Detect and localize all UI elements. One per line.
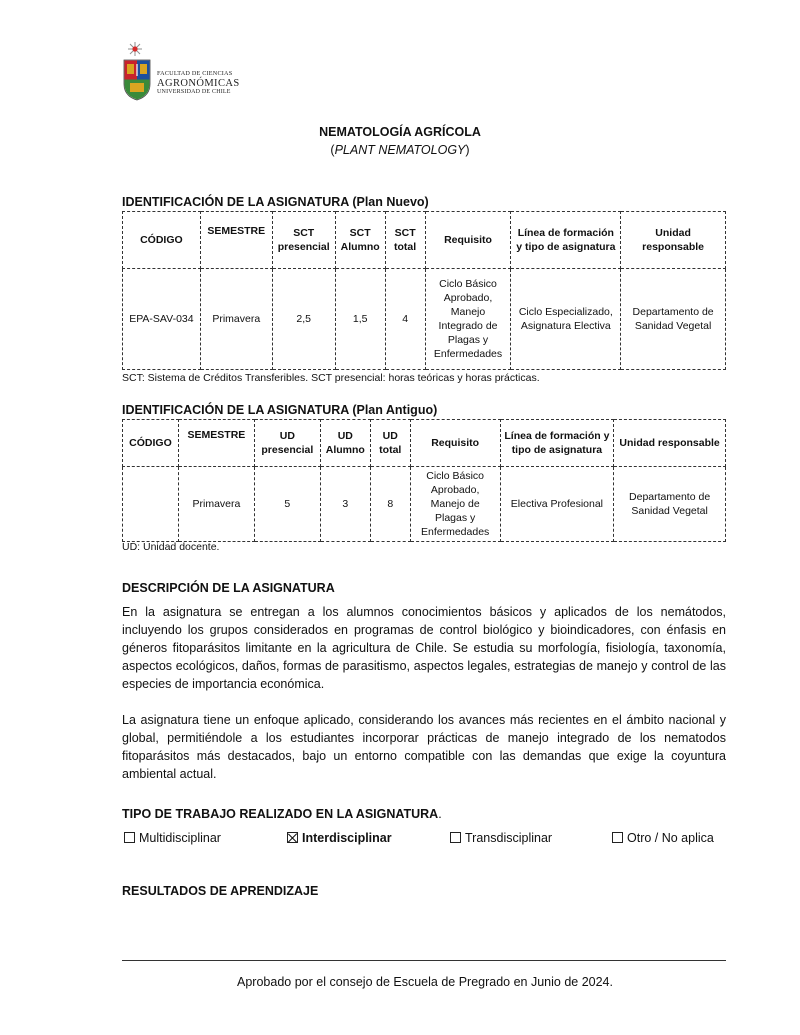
faculty-shield-icon (122, 40, 162, 102)
table-cell: 8 (370, 467, 410, 542)
course-subtitle: (PLANT NEMATOLOGY) (330, 143, 470, 157)
checkbox-unchecked-icon[interactable] (450, 832, 461, 843)
table-cell: Departamento de Sanidad Vegetal (614, 467, 726, 542)
header-cell: UD presencial (254, 420, 320, 467)
table-row (123, 269, 726, 370)
header-cell: CÓDIGO (123, 212, 201, 269)
table-cell: Ciclo Especializado, Asignatura Electiva (511, 269, 621, 370)
table-cell: Ciclo Básico Aprobado, Manejo Integrado de Plagas y Enfermedades (425, 269, 511, 370)
descripcion-heading: DESCRIPCIÓN DE LA ASIGNATURA (122, 581, 335, 595)
table-cell: Primavera (200, 269, 272, 370)
table-cell: 2,5 (272, 269, 335, 370)
plan-nuevo-heading: IDENTIFICACIÓN DE LA ASIGNATURA (Plan Nuevo) (122, 195, 429, 209)
header-cell: UD Alumno (320, 420, 370, 467)
checkbox-unchecked-icon[interactable] (612, 832, 623, 843)
header-cell: SCT Alumno (335, 212, 385, 269)
header-cell: SCT presencial (272, 212, 335, 269)
header-cell: CÓDIGO (123, 420, 179, 467)
plan-antiguo-note: UD: Unidad docente. (122, 541, 220, 553)
footer-approval-note: Aprobado por el consejo de Escuela de Pregrado en Junio de 2024. (237, 975, 613, 989)
header-cell: Línea de formación y tipo de asignatura (511, 212, 621, 269)
table-header-row (123, 212, 726, 269)
plan-nuevo-note: SCT: Sistema de Créditos Transferibles. SCT presencial: horas teóricas y horas prácticas. (122, 372, 540, 384)
table-cell: Ciclo Básico Aprobado, Manejo de Plagas y Enfermedades (410, 467, 500, 542)
descripcion-paragraph-1: En la asignatura se entregan a los alumnos conocimientos básicos y aplicados de los nemátodos, incluyendo los grupos considerados en programas de control biológico y bioindicadores, con énfasis en géneros fitoparásitos limitante en la agricultura de Chile. Se estudia su morfología, fisiología, taxonomía, aspectos ecológicos, daños, formas de parasitismo, aspectos legales, estrategias de manejo y control de las especies de importancia económica. (122, 605, 726, 691)
table-header-row (123, 420, 726, 467)
course-title: NEMATOLOGÍA AGRÍCOLA (319, 125, 481, 139)
table-cell: 3 (320, 467, 370, 542)
table-cell (123, 467, 179, 542)
plan-nuevo-table (122, 211, 726, 370)
header-cell: Unidad responsable (621, 212, 726, 269)
header-cell: UD total (370, 420, 410, 467)
university-logo (122, 40, 240, 102)
table-row (123, 467, 726, 542)
header-cell: SEMESTRE (178, 420, 254, 467)
header-cell: SEMESTRE (200, 212, 272, 269)
header-cell: Requisito (410, 420, 500, 467)
resultados-heading: RESULTADOS DE APRENDIZAJE (122, 884, 319, 898)
tipo-trabajo-heading: TIPO DE TRABAJO REALIZADO EN LA ASIGNATURA. (122, 807, 442, 821)
checkbox-checked-icon[interactable] (287, 832, 298, 843)
option-otro-no-aplica[interactable]: Otro / No aplica (612, 831, 714, 845)
header-cell: SCT total (385, 212, 425, 269)
table-cell: 4 (385, 269, 425, 370)
footer-divider (122, 960, 726, 961)
header-cell: Línea de formación y tipo de asignatura (500, 420, 614, 467)
header-cell: Requisito (425, 212, 511, 269)
plan-antiguo-table (122, 419, 726, 542)
table-cell: Primavera (178, 467, 254, 542)
tipo-trabajo-options (122, 831, 726, 851)
header-cell: Unidad responsable (614, 420, 726, 467)
plan-antiguo-heading: IDENTIFICACIÓN DE LA ASIGNATURA (Plan Antiguo) (122, 403, 438, 417)
faculty-name: FACULTAD DE CIENCIAS AGRONÓMICAS UNIVERSIDAD DE CHILE (157, 70, 240, 95)
descripcion-paragraph-2: La asignatura tiene un enfoque aplicado, considerando los avances más recientes en el ámbito nacional y global, permitiéndole a los estudiantes incorporar prácticas de manejo integrado de los nematodos fitoparásitos más destacados, bajo un entorno compatible con las demandas que exige la coyuntura ambiental actual. (122, 713, 726, 781)
checkbox-unchecked-icon[interactable] (124, 832, 135, 843)
table-cell: 5 (254, 467, 320, 542)
table-cell: Departamento de Sanidad Vegetal (621, 269, 726, 370)
option-transdisciplinar[interactable]: Transdisciplinar (450, 831, 552, 845)
option-interdisciplinar[interactable]: Interdisciplinar (287, 831, 392, 845)
option-multidisciplinar[interactable]: Multidisciplinar (124, 831, 221, 845)
table-cell: 1,5 (335, 269, 385, 370)
table-cell: EPA-SAV-034 (123, 269, 201, 370)
table-cell: Electiva Profesional (500, 467, 614, 542)
